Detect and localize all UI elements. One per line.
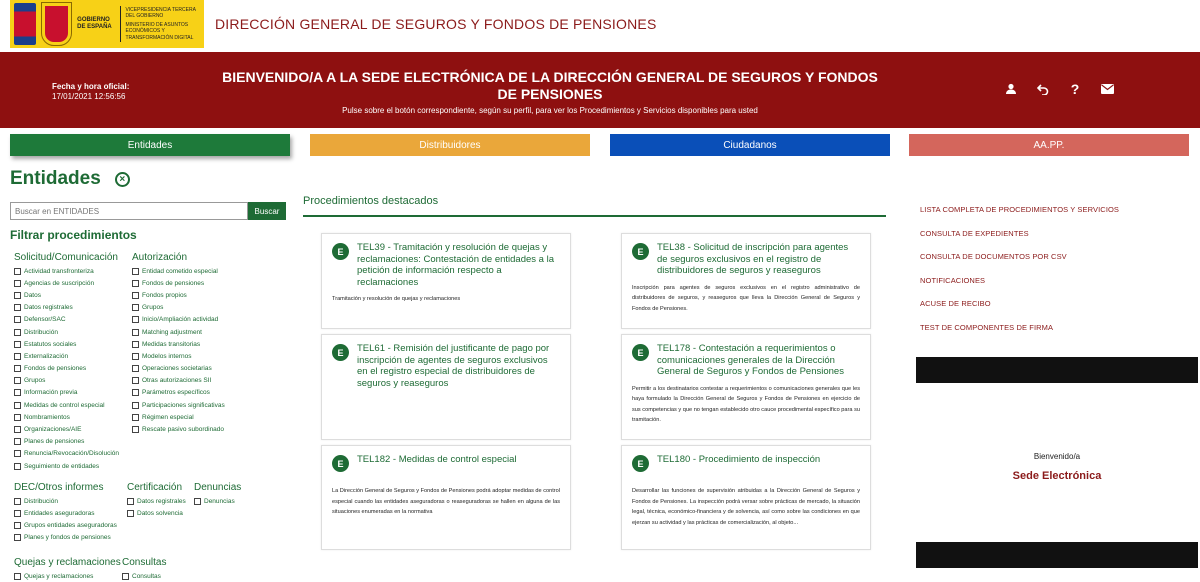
flag-emblem bbox=[14, 3, 36, 45]
filter-checkbox[interactable] bbox=[14, 519, 117, 531]
procedure-title[interactable]: TEL180 - Procedimiento de inspección bbox=[657, 454, 821, 465]
filter-checkbox[interactable] bbox=[14, 411, 119, 423]
checkbox-label: Operaciones societarias bbox=[142, 365, 212, 373]
checkbox-icon[interactable] bbox=[132, 365, 139, 372]
procedure-desc: Tramitación y resolución de quejas y reclamaciones bbox=[332, 296, 461, 302]
procedure-card[interactable] bbox=[621, 334, 871, 440]
checkbox-icon[interactable] bbox=[14, 341, 21, 348]
checkbox-icon[interactable] bbox=[14, 329, 21, 336]
filter-checkbox[interactable] bbox=[132, 265, 225, 277]
procedure-card[interactable] bbox=[621, 233, 871, 329]
group-title: Solicitud/Comunicación bbox=[14, 252, 118, 263]
datetime-label: Fecha y hora oficial: bbox=[52, 82, 130, 91]
checkbox-icon[interactable] bbox=[14, 389, 21, 396]
checkbox-label: Grupos bbox=[24, 377, 46, 385]
checkbox-icon[interactable] bbox=[132, 292, 139, 299]
checkbox-icon[interactable] bbox=[14, 573, 21, 580]
checkbox-label: Modelos internos bbox=[142, 352, 192, 360]
left-panel bbox=[10, 168, 290, 242]
group-denuncias bbox=[194, 482, 241, 507]
checkbox-icon[interactable] bbox=[132, 377, 139, 384]
help-icon[interactable]: ? bbox=[1070, 81, 1080, 97]
checkbox-icon[interactable] bbox=[14, 450, 21, 457]
group-title: DEC/Otros informes bbox=[14, 482, 104, 493]
group-consultas bbox=[122, 557, 166, 582]
checkbox-icon[interactable] bbox=[127, 510, 134, 517]
checkbox-icon[interactable] bbox=[132, 280, 139, 287]
e-badge-icon: E bbox=[332, 455, 349, 472]
filter-checkbox[interactable] bbox=[127, 507, 186, 519]
checkbox-icon[interactable] bbox=[132, 402, 139, 409]
checkbox-icon[interactable] bbox=[132, 426, 139, 433]
filter-checkbox[interactable] bbox=[14, 570, 121, 582]
checkbox-label: Régimen especial bbox=[142, 413, 194, 421]
link-notificaciones[interactable]: NOTIFICACIONES bbox=[920, 275, 986, 285]
link-lista-procedimientos[interactable]: LISTA COMPLETA DE PROCEDIMIENTOS Y SERVICIOS bbox=[920, 205, 1120, 214]
checkbox-label: Planes de pensiones bbox=[24, 438, 85, 446]
checkbox-label: Entidades aseguradoras bbox=[24, 509, 95, 517]
checkbox-label: Inicio/Ampliación actividad bbox=[142, 316, 219, 324]
search-bar bbox=[10, 202, 290, 220]
checkbox-label: Medidas de control especial bbox=[24, 401, 105, 409]
filter-checkbox[interactable] bbox=[132, 399, 225, 411]
checkbox-label: Datos solvencia bbox=[137, 509, 183, 517]
checkbox-label: Rescate pasivo subordinado bbox=[142, 426, 225, 434]
procedure-title[interactable]: TEL38 - Solicitud de inscripción para agentes de seguros exclusivos en el registro de distribuidores de seguros y reaseguros bbox=[657, 242, 849, 276]
featured-heading: Procedimientos destacados bbox=[303, 195, 886, 217]
group-title: Quejas y reclamaciones bbox=[14, 557, 121, 568]
logo-divider bbox=[120, 6, 121, 42]
checkbox-icon[interactable] bbox=[14, 365, 21, 372]
checkbox-label: Otras autorizaciones SII bbox=[142, 377, 212, 385]
checkbox-icon[interactable] bbox=[14, 377, 21, 384]
filter-checkbox[interactable] bbox=[132, 375, 225, 387]
checkbox-icon[interactable] bbox=[132, 414, 139, 421]
procedure-title[interactable]: TEL39 - Tramitación y resolución de quejas y reclamaciones: Contestación de entidades a la petición de información respecto a reclamaciones bbox=[357, 242, 554, 288]
checkbox-icon[interactable] bbox=[132, 353, 139, 360]
checkbox-label: Medidas transitorias bbox=[142, 340, 201, 348]
checkbox-label: Defensor/SAC bbox=[24, 316, 66, 324]
checkbox-label: Renuncia/Revocación/Disolución bbox=[24, 450, 120, 458]
checkbox-label: Denuncias bbox=[204, 497, 235, 505]
checkbox-label: Agencias de suscripción bbox=[24, 279, 95, 287]
group-autorizacion bbox=[132, 252, 225, 436]
filter-checkbox[interactable] bbox=[132, 338, 225, 350]
coat-of-arms-icon bbox=[42, 3, 72, 45]
checkbox-icon[interactable] bbox=[132, 341, 139, 348]
e-badge-icon: E bbox=[332, 344, 349, 361]
welcome-title: BIENVENIDO/A A LA SEDE ELECTRÓNICA DE LA DIRECCIÓN GENERAL DE SEGUROS Y FONDOS DE PENSIONES bbox=[222, 69, 878, 102]
user-icon[interactable] bbox=[1004, 82, 1018, 96]
filter-checkbox[interactable] bbox=[132, 350, 225, 362]
checkbox-icon[interactable] bbox=[14, 498, 21, 505]
tab-ciudadanos[interactable] bbox=[610, 134, 890, 156]
tab-distribuidores[interactable] bbox=[310, 134, 590, 156]
checkbox-label: Distribución bbox=[24, 328, 58, 336]
procedure-title[interactable]: TEL61 - Remisión del justificante de pago por inscripción de agentes de seguros exclusivos en el registro especial de distribuidores de seguros y reaseguros bbox=[357, 343, 550, 389]
profile-hint: Pulse sobre el botón correspondiente, según su perfil, para ver los Procedimientos y Servicios disponibles para usted bbox=[342, 106, 758, 115]
procedure-title[interactable]: TEL182 - Medidas de control especial bbox=[357, 454, 517, 465]
official-datetime bbox=[52, 82, 129, 102]
checkbox-label: Entidad cometido especial bbox=[142, 267, 218, 275]
tab-label: AA.PP. bbox=[1033, 139, 1065, 151]
filter-checkbox[interactable] bbox=[132, 387, 225, 399]
checkbox-label: Datos bbox=[24, 291, 41, 299]
filter-checkbox[interactable] bbox=[14, 399, 119, 411]
e-badge-icon: E bbox=[632, 455, 649, 472]
tab-entidades[interactable] bbox=[10, 134, 290, 156]
checkbox-icon[interactable] bbox=[14, 463, 21, 470]
checkbox-icon[interactable] bbox=[14, 280, 21, 287]
top-bar bbox=[0, 0, 1200, 52]
filter-checkbox[interactable] bbox=[14, 314, 119, 326]
checkbox-icon[interactable] bbox=[14, 426, 21, 433]
checkbox-label: Parámetros específicos bbox=[142, 389, 210, 397]
tab-label: Ciudadanos bbox=[723, 139, 777, 151]
filter-checkbox[interactable] bbox=[14, 363, 119, 375]
checkbox-label: Distribución bbox=[24, 497, 58, 505]
datetime-value: 17/01/2021 12:56:56 bbox=[52, 92, 126, 101]
filter-checkbox[interactable] bbox=[132, 314, 225, 326]
filter-checkbox[interactable] bbox=[132, 326, 225, 338]
checkbox-icon[interactable] bbox=[14, 292, 21, 299]
filter-checkbox[interactable] bbox=[14, 277, 119, 289]
filter-checkbox[interactable] bbox=[132, 302, 225, 314]
close-icon[interactable]: × bbox=[115, 172, 130, 187]
checkbox-label: Externalización bbox=[24, 352, 69, 360]
ministerio-name: MINISTERIO DE ASUNTOS ECONÓMICOS Y TRANSFORMACIÓN DIGITAL bbox=[125, 21, 194, 41]
checkbox-icon[interactable] bbox=[132, 389, 139, 396]
checkbox-label: Datos registrales bbox=[24, 304, 73, 312]
checkbox-icon[interactable] bbox=[14, 438, 21, 445]
tab-aapp[interactable] bbox=[909, 134, 1189, 156]
filter-checkbox[interactable] bbox=[132, 423, 225, 435]
filter-checkbox[interactable] bbox=[14, 387, 119, 399]
checkbox-icon[interactable] bbox=[14, 522, 21, 529]
procedure-desc: Permitir a los destinatarios contestar a requerimientos o comunicaciones generales que les haya formulado la Dirección General de Seguros y Fondos de Pensiones en ejercicio de sus competencias y que no tengan establecido otro cauce procedimental específico para su tramitación. bbox=[632, 385, 860, 423]
group-dec bbox=[14, 482, 117, 544]
link-consulta-expedientes[interactable]: CONSULTA DE EXPEDIENTES bbox=[920, 228, 1029, 238]
org-title[interactable]: DIRECCIÓN GENERAL DE SEGUROS Y FONDOS DE PENSIONES bbox=[215, 16, 657, 32]
link-acuse-recibo[interactable]: ACUSE DE RECIBO bbox=[920, 299, 991, 308]
filter-checkbox[interactable] bbox=[14, 265, 119, 277]
filter-checkbox[interactable] bbox=[14, 460, 119, 472]
procedure-card[interactable] bbox=[321, 233, 571, 329]
group-title: Certificación bbox=[127, 482, 183, 493]
checkbox-icon[interactable] bbox=[14, 402, 21, 409]
filter-checkbox[interactable] bbox=[14, 326, 119, 338]
procedure-card[interactable] bbox=[321, 334, 571, 440]
group-title: Consultas bbox=[122, 557, 167, 568]
filter-checkbox[interactable] bbox=[132, 277, 225, 289]
featured-procedures bbox=[303, 195, 886, 217]
checkbox-icon[interactable] bbox=[14, 534, 21, 541]
back-icon[interactable] bbox=[1036, 82, 1050, 96]
filter-checkbox[interactable] bbox=[132, 289, 225, 301]
checkbox-label: Datos registrales bbox=[137, 497, 186, 505]
vice-label: VICEPRESIDENCIA TERCERA DEL GOBIERNO bbox=[125, 6, 196, 20]
search-input[interactable] bbox=[10, 202, 248, 220]
checkbox-label: Actividad transfronteriza bbox=[24, 267, 94, 275]
profile-tabs bbox=[10, 134, 1190, 156]
filter-checkbox[interactable] bbox=[14, 532, 117, 544]
group-quejas bbox=[14, 557, 121, 582]
filter-checkbox[interactable] bbox=[14, 448, 119, 460]
link-consulta-csv[interactable]: CONSULTA DE DOCUMENTOS POR CSV bbox=[920, 252, 1067, 261]
e-badge-icon: E bbox=[632, 243, 649, 260]
procedure-card[interactable] bbox=[321, 445, 571, 550]
filter-checkbox[interactable] bbox=[14, 302, 119, 314]
procedure-card[interactable] bbox=[621, 445, 871, 550]
ministerio-label bbox=[125, 7, 204, 42]
checkbox-label: Información previa bbox=[24, 389, 78, 397]
gobierno-label: GOBIERNO DE ESPAÑA bbox=[77, 17, 112, 30]
filter-checkbox[interactable] bbox=[122, 570, 166, 582]
checkbox-icon[interactable] bbox=[132, 329, 139, 336]
filter-checkbox[interactable] bbox=[127, 495, 186, 507]
checkbox-icon[interactable] bbox=[14, 268, 21, 275]
checkbox-label: Estatutos sociales bbox=[24, 340, 77, 348]
procedure-desc: Desarrollar las funciones de supervisión atribuidas a la Dirección General de Seguros y Fondos de Pensiones. La inspección podrá versar sobre prácticas de mercado, la situación legal, técnica, económico-financiera y de solvencia, así como sobre las condiciones en que ejerzan su actividad y las prácticas de comercialización, al objeto... bbox=[632, 488, 860, 526]
group-title: Autorización bbox=[132, 252, 188, 263]
filter-title: Filtrar procedimientos bbox=[10, 228, 137, 242]
group-certificacion bbox=[127, 482, 186, 519]
welcome-banner bbox=[0, 52, 1200, 128]
mail-icon[interactable] bbox=[1100, 82, 1114, 96]
procedure-desc: La Dirección General de Seguros y Fondos de Pensiones podrá adoptar medidas de control especial cuando las entidades aseguradoras o reaseguradoras se hallen en alguna de las situaciones enumeradas en la normativa bbox=[332, 488, 560, 515]
procedure-title[interactable]: TEL178 - Contestación a requerimientos o comunicaciones generales de la Dirección General de Seguros y Fondos de Pensiones bbox=[657, 343, 844, 377]
filter-checkbox[interactable] bbox=[14, 289, 119, 301]
search-button[interactable]: Buscar bbox=[248, 202, 286, 220]
filter-checkbox[interactable] bbox=[14, 375, 119, 387]
filter-checkbox[interactable] bbox=[14, 507, 117, 519]
checkbox-label: Consultas bbox=[132, 572, 161, 580]
tab-label: Distribuidores bbox=[419, 139, 481, 151]
checkbox-label: Organizaciones/AIE bbox=[24, 426, 82, 434]
checkbox-label: Matching adjustment bbox=[142, 328, 202, 336]
government-logo[interactable] bbox=[10, 0, 204, 48]
promo-image-top bbox=[916, 357, 1198, 383]
filter-checkbox[interactable] bbox=[14, 495, 117, 507]
e-badge-icon: E bbox=[332, 243, 349, 260]
sede-title: Sede Electrónica bbox=[1012, 470, 1102, 482]
checkbox-icon[interactable] bbox=[194, 498, 201, 505]
checkbox-label: Fondos de pensiones bbox=[142, 279, 205, 287]
e-badge-icon: E bbox=[632, 344, 649, 361]
filter-checkbox[interactable] bbox=[194, 495, 241, 507]
filter-checkbox[interactable] bbox=[132, 411, 225, 423]
checkbox-icon[interactable] bbox=[14, 353, 21, 360]
promo-image-bottom bbox=[916, 542, 1198, 568]
checkbox-icon[interactable] bbox=[132, 304, 139, 311]
tab-label: Entidades bbox=[127, 139, 173, 151]
checkbox-icon[interactable] bbox=[122, 573, 129, 580]
checkbox-label: Nombramientos bbox=[24, 413, 70, 421]
checkbox-icon[interactable] bbox=[14, 316, 21, 323]
checkbox-label: Seguimiento de entidades bbox=[24, 462, 100, 470]
filter-checkbox[interactable] bbox=[14, 436, 119, 448]
checkbox-label: Participaciones significativas bbox=[142, 401, 225, 409]
checkbox-icon[interactable] bbox=[14, 414, 21, 421]
checkbox-icon[interactable] bbox=[132, 316, 139, 323]
checkbox-label: Fondos de pensiones bbox=[24, 365, 87, 373]
banner-icons bbox=[1004, 82, 1114, 96]
checkbox-label: Planes y fondos de pensiones bbox=[24, 534, 111, 542]
quick-links bbox=[920, 205, 1192, 346]
checkbox-icon[interactable] bbox=[14, 304, 21, 311]
procedure-desc: Inscripción para agentes de seguros exclusivos en el registro administrativo de distribuidores de seguros, y reaseguros que lleva la Dirección General de Seguros y Fondos de Pensiones. bbox=[632, 284, 860, 312]
sede-welcome: Bienvenido/a bbox=[1033, 452, 1081, 461]
checkbox-icon[interactable] bbox=[14, 510, 21, 517]
group-title: Denuncias bbox=[194, 482, 242, 493]
section-title bbox=[10, 168, 290, 190]
link-test-firma[interactable]: TEST DE COMPONENTES DE FIRMA bbox=[920, 322, 1054, 332]
filter-checkbox[interactable] bbox=[132, 363, 225, 375]
checkbox-label: Grupos bbox=[142, 304, 164, 312]
checkbox-icon[interactable] bbox=[127, 498, 134, 505]
checkbox-icon[interactable] bbox=[132, 268, 139, 275]
filter-checkbox[interactable] bbox=[14, 338, 119, 350]
checkbox-label: Quejas y reclamaciones bbox=[24, 572, 94, 580]
group-solicitud bbox=[14, 252, 119, 472]
section-title-text: Entidades bbox=[10, 168, 101, 189]
checkbox-label: Fondos propios bbox=[142, 291, 187, 299]
filter-checkbox[interactable] bbox=[14, 350, 119, 362]
filter-checkbox[interactable] bbox=[14, 423, 119, 435]
checkbox-label: Grupos entidades aseguradoras bbox=[24, 521, 117, 529]
